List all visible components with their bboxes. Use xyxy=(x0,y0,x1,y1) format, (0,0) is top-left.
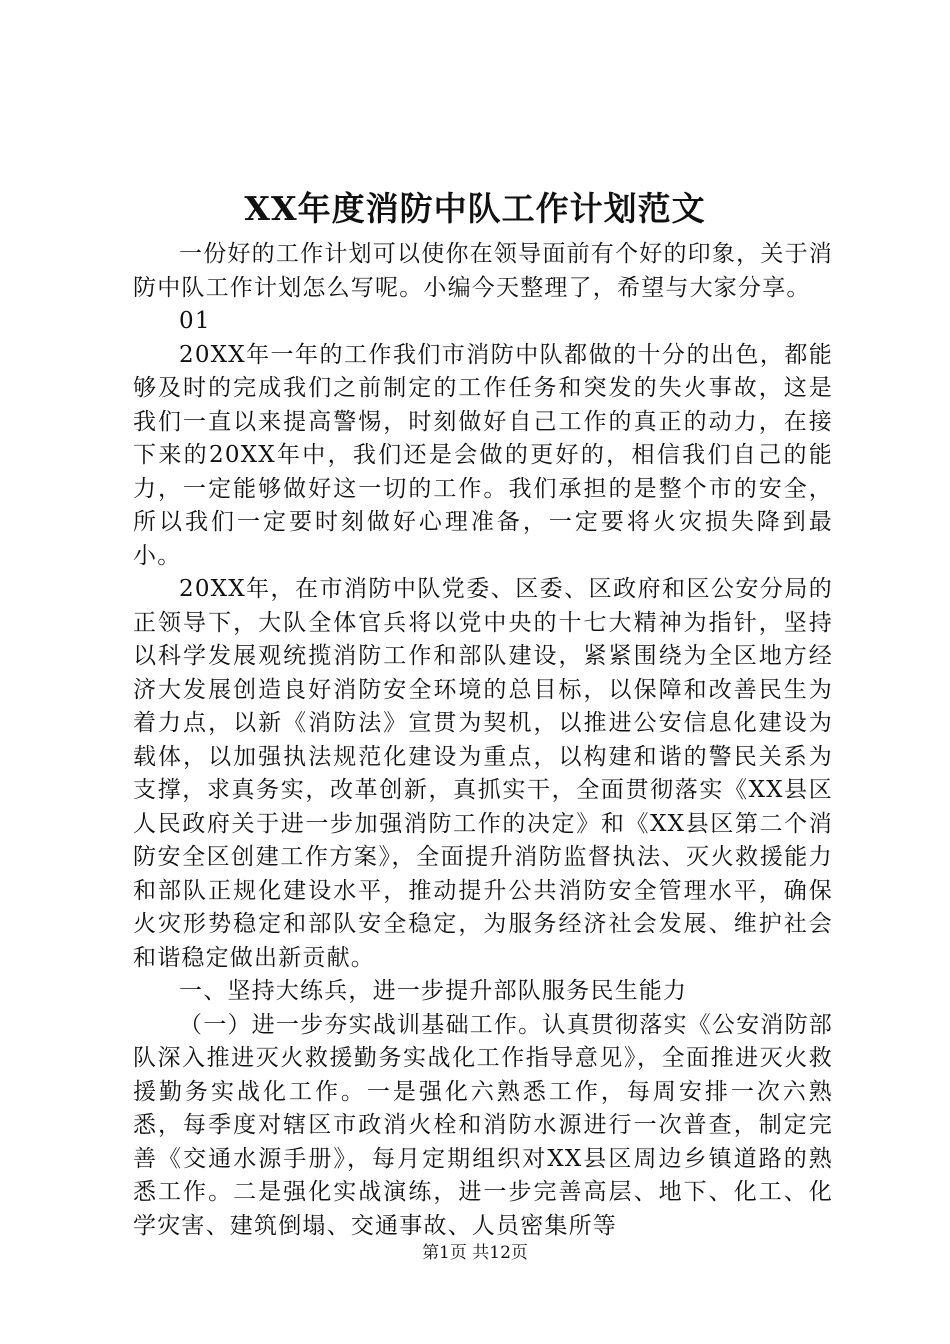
section-number: 01 xyxy=(179,308,211,334)
intro-paragraph: 一份好的工作计划可以使你在领导面前有个好的印象，关于消防中队工作计划怎么写呢。小编今天整理了，希望与大家分享。 xyxy=(133,241,833,301)
document-body xyxy=(133,238,833,1243)
body-paragraph: 20XX年，在市消防中队党委、区委、区政府和区公安分局的正领导下，大队全体官兵将以党中央的十七大精神为指针，坚持以科学发展观统揽消防工作和部队建设，紧紧围绕为全区地方经济大发展创造良好消防安全环境的总目标，以保障和改善民生为着力点，以新《消防法》宣贯为契机，以推进公安信息化建设为载体，以加强执法规范化建设为重点，以构建和谐的警民关系为支撑，求真务实，改革创新，真抓实干，全面贯彻落实《XX县区人民政府关于进一步加强消防工作的决定》和《XX县区第二个消防安全区创建工作方案》，全面提升消防监督执法、灭火救援能力和部队正规化建设水平，推动提升公共消防安全管理水平，确保火灾形势稳定和部队安全稳定，为服务经济社会发展、维护社会和谐稳定做出新贡献。 xyxy=(133,576,833,971)
body-paragraph: 20XX年一年的工作我们市消防中队都做的十分的出色，都能够及时的完成我们之前制定的工作任务和突发的失火事故，这是我们一直以来提高警惕，时刻做好自己工作的真正的动力，在接下来的20XX年中，我们还是会做的更好的，相信我们自己的能力，一定能够做好这一切的工作。我们承担的是整个市的安全，所以我们一定要时刻做好心理准备，一定要将火灾损失降到最小。 xyxy=(133,341,833,569)
document-title: XX年度消防中队工作计划范文 xyxy=(244,189,706,228)
section-heading: 一、坚持大练兵，进一步提升部队服务民生能力 xyxy=(179,978,688,1004)
body-paragraph: （一）进一步夯实战训基础工作。认真贯彻落实《公安消防部队深入推进灭火救援勤务实战化工作指导意见》，全面推进灭火救援勤务实战化工作。一是强化六熟悉工作，每周安排一次六熟悉，每季度对辖区市政消火栓和消防水源进行一次普查，制定完善《交通水源手册》，每月定期组织对XX县区周边乡镇道路的熟悉工作。二是强化实战演练，进一步完善高层、地下、化工、化学灾害、建筑倒塌、交通事故、人员密集所等 xyxy=(133,1011,833,1239)
page-footer: 第1页 共12页 xyxy=(422,1243,528,1263)
